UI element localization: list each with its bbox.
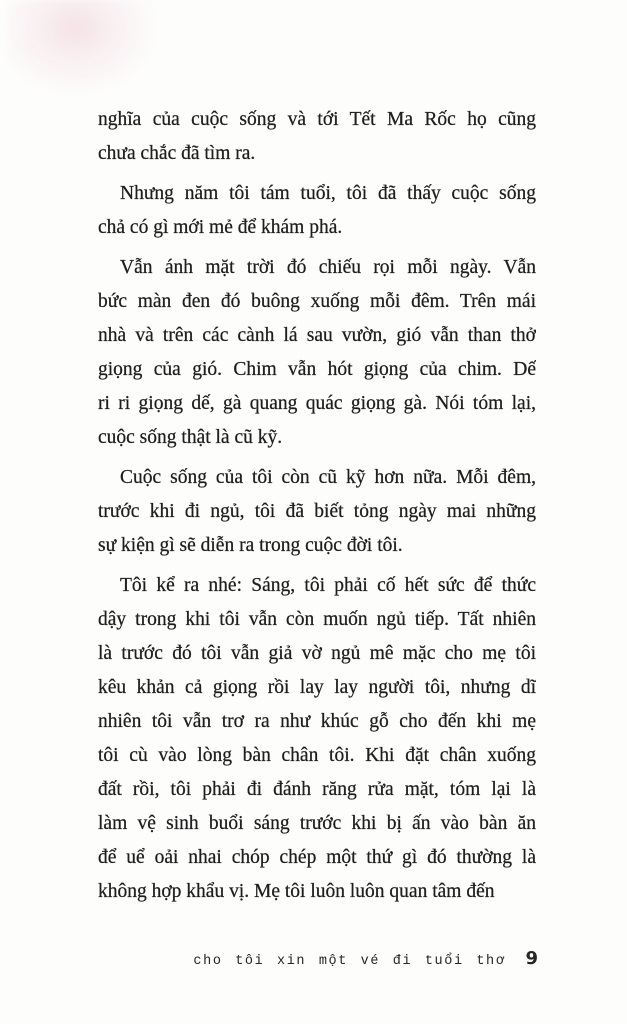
paragraph [98, 461, 536, 563]
text-line: tôi cù vào lòng bàn chân tôi. Khi đặt chân xuống [98, 745, 536, 766]
paragraph [98, 177, 536, 245]
text-line: chưa chắc đã tìm ra. [98, 143, 256, 164]
text-line: Cuộc sống của tôi còn cũ kỹ hơn nữa. Mỗi đêm, [120, 467, 536, 488]
text-block [98, 103, 536, 909]
text-line: là trước đó tôi vẫn giả vờ ngủ mê mặc cho mẹ tôi [98, 643, 536, 664]
text-line: ri ri giọng dế, gà quang quác giọng gà. Nói tóm lại, [98, 393, 536, 414]
paragraph [98, 103, 536, 171]
scan-smudge-artifact [8, 0, 158, 95]
text-line: bức màn đen đó buông xuống mỗi đêm. Trên mái [98, 291, 536, 312]
text-line: Tôi kể ra nhé: Sáng, tôi phải cố hết sức để thức [120, 575, 536, 596]
paragraph [98, 251, 536, 455]
text-line: để uể oải nhai chóp chép một thứ gì đó thường là [98, 847, 536, 868]
text-line: làm vệ sinh buổi sáng trước khi bị ấn vào bàn ăn [98, 813, 536, 834]
text-line: giọng của gió. Chim vẫn hót giọng của chim. Dế [98, 359, 536, 380]
page-footer [0, 948, 538, 969]
text-line: không hợp khẩu vị. Mẹ tôi luôn luôn quan tâm đến [98, 881, 495, 902]
running-title: cho tôi xin một vé đi tuổi thơ [193, 954, 506, 969]
text-line: kêu khản cả giọng rồi lay lay người tôi, nhưng dĩ [98, 677, 536, 698]
text-line: sự kiện gì sẽ diễn ra trong cuộc đời tôi. [98, 535, 403, 556]
text-line: Vẫn ánh mặt trời đó chiếu rọi mỗi ngày. Vẫn [120, 257, 536, 278]
text-line: chả có gì mới mẻ để khám phá. [98, 217, 343, 238]
text-line: dậy trong khi tôi vẫn còn muốn ngủ tiếp. Tất nhiên [98, 609, 536, 630]
text-line: nghĩa của cuộc sống và tới Tết Ma Rốc họ cũng [98, 109, 536, 130]
text-line: nhà và trên các cành lá sau vườn, gió vẫn than thở [98, 325, 536, 346]
text-line: đất rồi, tôi phải đi đánh răng rửa mặt, tóm lại là [98, 779, 536, 800]
paragraph [98, 569, 536, 909]
text-line: Nhưng năm tôi tám tuổi, tôi đã thấy cuộc sống [120, 183, 536, 204]
text-line: cuộc sống thật là cũ kỹ. [98, 427, 283, 448]
text-line: nhiên tôi vẫn trơ ra như khúc gỗ cho đến khi mẹ [98, 711, 536, 732]
page-number: 9 [525, 948, 538, 969]
text-line: trước khi đi ngủ, tôi đã biết tỏng ngày mai những [98, 501, 536, 522]
